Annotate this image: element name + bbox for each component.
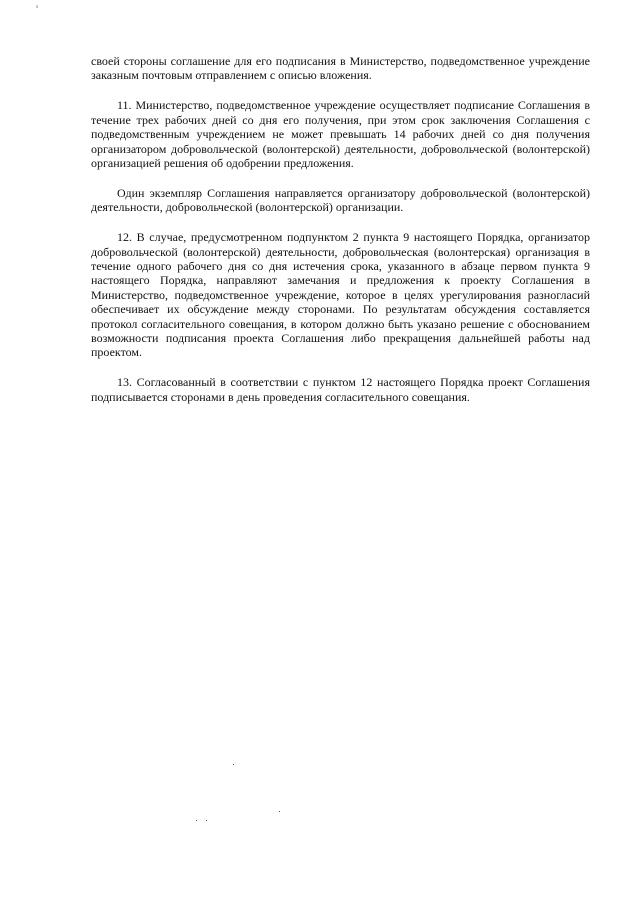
document-body xyxy=(91,54,590,420)
scan-speck xyxy=(196,820,197,821)
paragraph-continuation: своей стороны соглашение для его подписания в Министерство, подведомственное учреждение заказным почтовым отправлением с описью вложения. xyxy=(91,54,590,83)
scan-speck xyxy=(233,764,234,765)
paragraph-11: 11. Министерство, подведомственное учреждение осуществляет подписание Соглашения в течение трех рабочих дней со дня его получения, при этом срок заключения Соглашения с подведомственным учреждением не может превышать 14 рабочих дней со дня получения организатором добровольческой (волонтерской) деятельности, добровольческой (волонтерской) организацией решения об одобрении предложения. xyxy=(91,98,590,170)
paragraph-copy-sent: Один экземпляр Соглашения направляется организатору добровольческой (волонтерской) деятельности, добровольческой (волонтерской) организации. xyxy=(91,185,590,215)
scan-speck xyxy=(279,811,280,812)
paragraph-13: 13. Согласованный в соответствии с пунктом 12 настоящего Порядка проект Соглашения подписывается сторонами в день проведения согласительного совещания. xyxy=(91,375,590,404)
scan-speck xyxy=(206,820,207,821)
corner-mark: s xyxy=(36,4,39,10)
paragraph-12: 12. В случае, предусмотренном подпунктом 2 пункта 9 настоящего Порядка, организатор добровольческой (волонтерской) деятельности, добровольческая (волонтерская) организация в течение одного рабочего дня со дня истечения срока, указанного в абзаце первом пункта 9 настоящего Порядка, направляют замечания и предложения к проекту Соглашения в Министерство, подведомственное учреждение, которое в целях урегулирования разногласий обеспечивает их обсуждение между сторонами. По результатам обсуждения составляется протокол согласительного совещания, в котором должно быть указано решение с обоснованием возможности подписания проекта Соглашения либо прекращения дальнейшей работы над проектом. xyxy=(91,230,590,360)
